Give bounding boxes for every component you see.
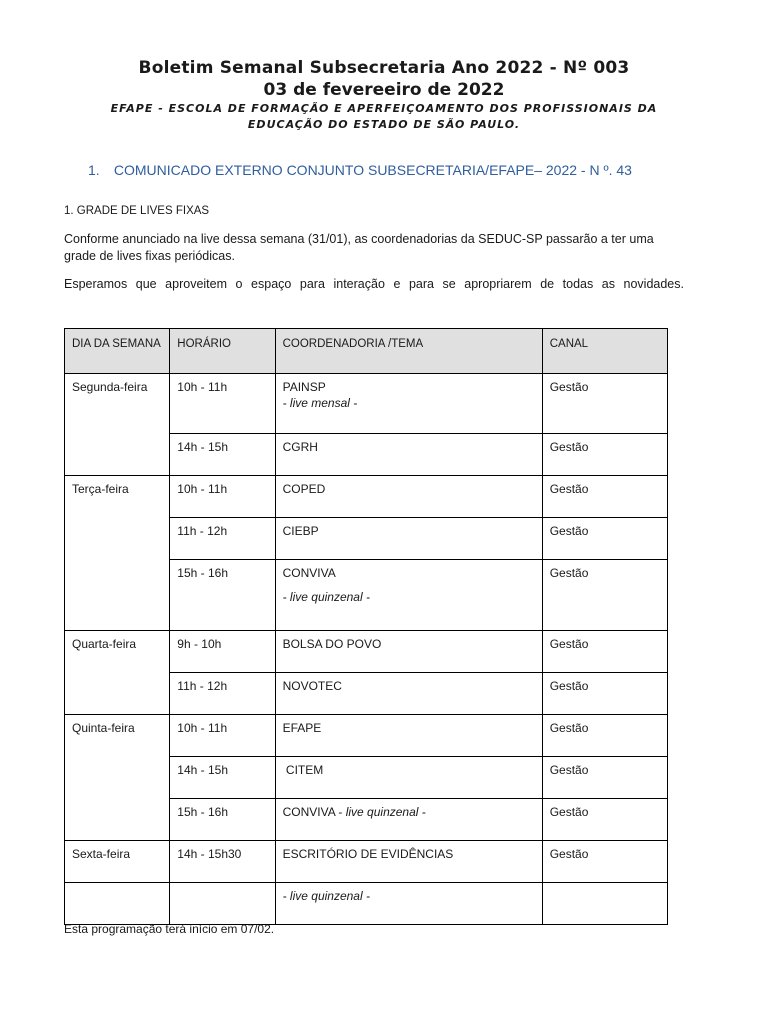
channel-cell: Gestão — [542, 374, 667, 434]
time-cell: 9h - 10h — [170, 631, 275, 673]
time-cell: 14h - 15h — [170, 757, 275, 799]
topic-note: - live quinzenal - — [282, 889, 370, 903]
time-cell: 15h - 16h — [170, 560, 275, 631]
table-row — [65, 883, 668, 925]
day-cell-empty — [65, 883, 170, 925]
topic-cell: ESCRITÓRIO DE EVIDÊNCIAS — [275, 841, 542, 883]
table-row — [65, 476, 668, 518]
topic-label: CONVIVA - — [282, 805, 346, 819]
topic-cell: BOLSA DO POVO — [275, 631, 542, 673]
start-date-note: Esta programação terá início em 07/02. — [64, 922, 275, 936]
time-cell: 15h - 16h — [170, 799, 275, 841]
topic-note: - live quinzenal - — [282, 590, 370, 604]
table-header-row — [65, 329, 668, 374]
section-heading-text: COMUNICADO EXTERNO CONJUNTO SUBSECRETARIA/EFAPE– 2022 - N º. 43 — [113, 162, 632, 178]
day-cell-tuesday: Terça-feira — [65, 476, 170, 631]
topic-cell — [275, 799, 542, 841]
time-cell: 14h - 15h — [170, 434, 275, 476]
topic-note: live quinzenal - — [345, 805, 426, 819]
header-topic: COORDENADORIA /TEMA — [275, 329, 542, 374]
table-row — [65, 841, 668, 883]
channel-cell: Gestão — [542, 715, 667, 757]
topic-cell: CGRH — [275, 434, 542, 476]
grade-heading: 1. GRADE DE LIVES FIXAS — [64, 205, 210, 217]
schedule-table — [64, 328, 668, 925]
bulletin-title: Boletim Semanal Subsecretaria Ano 2022 - Nº 003 — [138, 58, 630, 78]
topic-cell — [275, 883, 542, 925]
header-time: HORÁRIO — [170, 329, 275, 374]
channel-cell: Gestão — [542, 560, 667, 631]
header-day: DIA DA SEMANA — [65, 329, 170, 374]
hope-paragraph: Esperamos que aproveitem o espaço para interação e para se apropriarem de todas as novidades. — [64, 277, 684, 291]
channel-cell-empty — [542, 883, 667, 925]
day-cell-friday: Sexta-feira — [65, 841, 170, 883]
channel-cell: Gestão — [542, 841, 667, 883]
section-heading — [88, 162, 632, 178]
table-row — [65, 715, 668, 757]
channel-cell: Gestão — [542, 673, 667, 715]
day-cell-thursday: Quinta-feira — [65, 715, 170, 841]
header-channel: CANAL — [542, 329, 667, 374]
table-row — [65, 374, 668, 434]
subtitle-line-2: EDUCAÇÃO DO ESTADO DE SÃO PAULO. — [247, 118, 521, 131]
channel-cell: Gestão — [542, 434, 667, 476]
subtitle-line-1: EFAPE - ESCOLA DE FORMAÇÃO E APERFEIÇOAMENTO DOS PROFISSIONAIS DA — [110, 102, 658, 115]
channel-cell: Gestão — [542, 518, 667, 560]
time-cell: 11h - 12h — [170, 673, 275, 715]
time-cell: 10h - 11h — [170, 715, 275, 757]
intro-paragraph: Conforme anunciado na live dessa semana (31/01), as coordenadorias da SEDUC-SP passarão a ter uma grade de lives fixas periódicas. — [64, 232, 654, 263]
channel-cell: Gestão — [542, 799, 667, 841]
time-cell-empty — [170, 883, 275, 925]
channel-cell: Gestão — [542, 757, 667, 799]
topic-cell: CITEM — [275, 757, 542, 799]
topic-cell — [275, 560, 542, 631]
topic-note: - live mensal - — [282, 396, 358, 410]
topic-cell: NOVOTEC — [275, 673, 542, 715]
bulletin-date: 03 de fevereeiro de 2022 — [263, 80, 505, 100]
topic-cell: COPED — [275, 476, 542, 518]
table-row — [65, 631, 668, 673]
topic-label: PAINSP — [282, 380, 326, 394]
time-cell: 10h - 11h — [170, 476, 275, 518]
time-cell: 14h - 15h30 — [170, 841, 275, 883]
topic-label: CONVIVA — [282, 566, 336, 580]
time-cell: 11h - 12h — [170, 518, 275, 560]
day-cell-wednesday: Quarta-feira — [65, 631, 170, 715]
topic-cell: EFAPE — [275, 715, 542, 757]
topic-cell — [275, 374, 542, 434]
day-cell-monday: Segunda-feira — [65, 374, 170, 476]
section-number: 1. — [88, 162, 100, 178]
topic-cell: CIEBP — [275, 518, 542, 560]
time-cell: 10h - 11h — [170, 374, 275, 434]
channel-cell: Gestão — [542, 476, 667, 518]
channel-cell: Gestão — [542, 631, 667, 673]
